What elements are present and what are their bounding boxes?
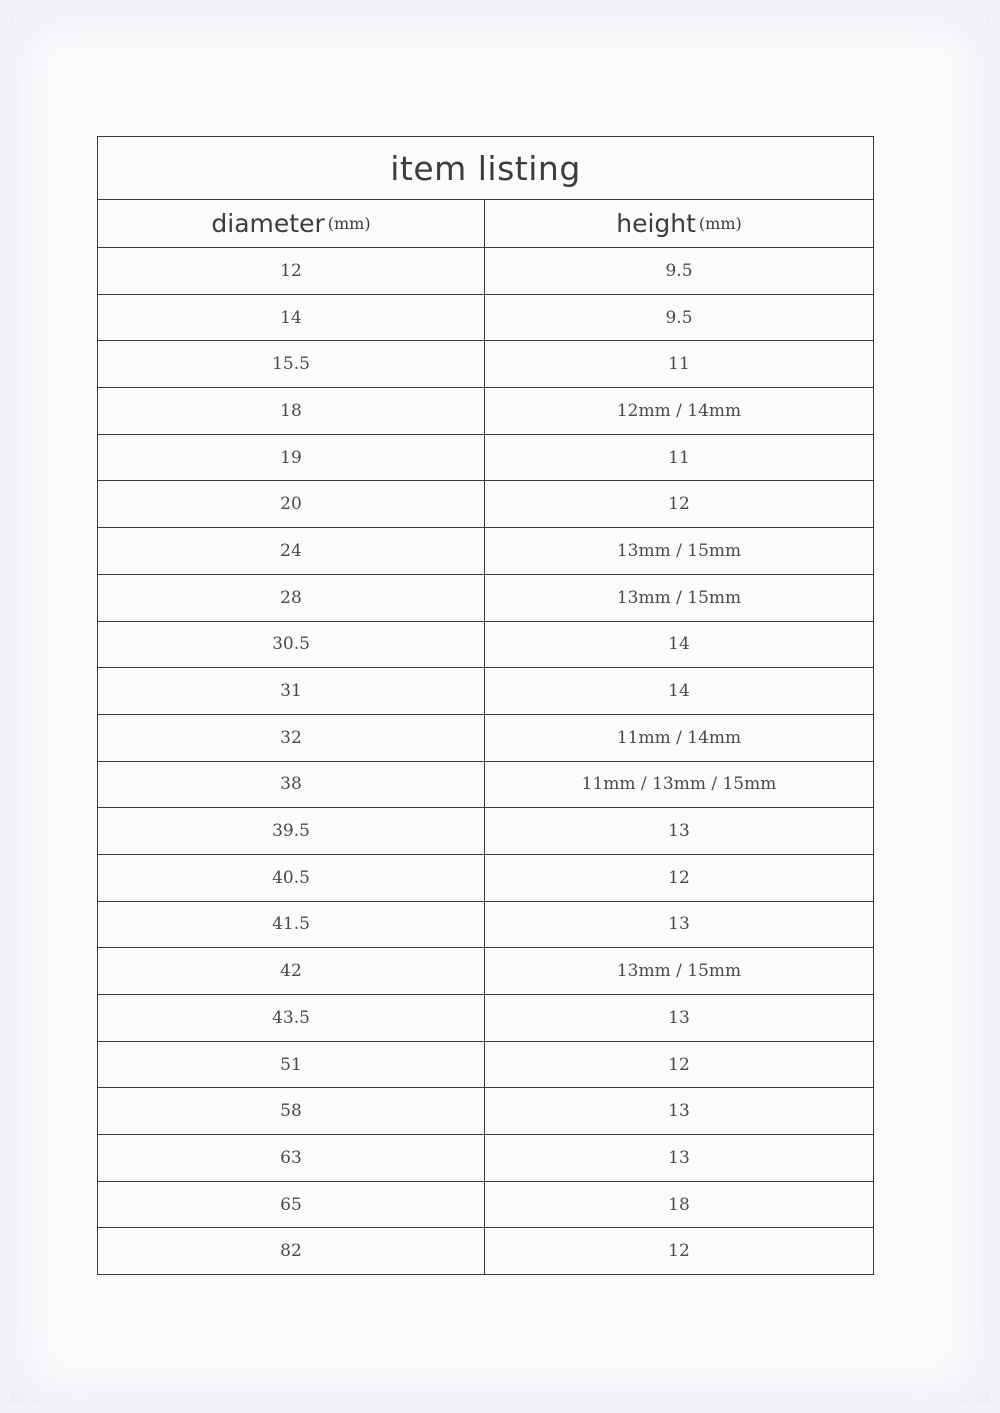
- height-cell: 13: [668, 1007, 690, 1028]
- header-height-label: height: [616, 209, 696, 238]
- table-row: [98, 388, 873, 435]
- table-body: [98, 248, 873, 1274]
- table-row: [98, 528, 873, 575]
- table-row: [98, 715, 873, 762]
- header-diameter: [98, 200, 485, 247]
- height-cell: 11mm / 13mm / 15mm: [581, 774, 777, 795]
- diameter-cell: 32: [98, 715, 485, 761]
- header-height: [485, 200, 873, 247]
- table-row: [98, 1088, 873, 1135]
- scanned-page: [10, 10, 990, 1403]
- table-row: [98, 248, 873, 295]
- header-diameter-unit: (mm): [327, 214, 371, 233]
- diameter-cell: 65: [98, 1182, 485, 1228]
- height-cell: 14: [668, 681, 690, 702]
- header-diameter-label: diameter: [211, 209, 325, 238]
- height-cell: 12mm / 14mm: [616, 400, 742, 421]
- height-cell: 11: [668, 354, 690, 375]
- diameter-cell: 20: [98, 481, 485, 527]
- diameter-cell: 63: [98, 1135, 485, 1181]
- table-row: [98, 481, 873, 528]
- diameter-cell: 30.5: [98, 622, 485, 668]
- table-row: [98, 808, 873, 855]
- diameter-cell: 43.5: [98, 995, 485, 1041]
- table-row: [98, 948, 873, 995]
- diameter-cell: 14: [98, 295, 485, 341]
- height-cell: 13mm / 15mm: [616, 540, 742, 561]
- table-title: item listing: [98, 137, 873, 200]
- height-cell: 9.5: [665, 260, 693, 281]
- height-cell: 13: [668, 821, 690, 842]
- table-row: [98, 1228, 873, 1274]
- height-cell: 12: [668, 1054, 690, 1075]
- item-listing-table: [97, 136, 874, 1275]
- height-cell: 18: [668, 1194, 690, 1215]
- diameter-cell: 58: [98, 1088, 485, 1134]
- header-height-unit: (mm): [698, 214, 742, 233]
- diameter-cell: 51: [98, 1042, 485, 1088]
- height-cell: 13: [668, 1147, 690, 1168]
- diameter-cell: 15.5: [98, 341, 485, 387]
- diameter-cell: 24: [98, 528, 485, 574]
- table-row: [98, 902, 873, 949]
- height-cell: 11: [668, 447, 690, 468]
- table-row: [98, 762, 873, 809]
- table-row: [98, 295, 873, 342]
- diameter-cell: 40.5: [98, 855, 485, 901]
- diameter-cell: 41.5: [98, 902, 485, 948]
- diameter-cell: 12: [98, 248, 485, 294]
- table-row: [98, 575, 873, 622]
- table-row: [98, 435, 873, 482]
- height-cell: 12: [668, 867, 690, 888]
- table-row: [98, 1182, 873, 1229]
- diameter-cell: 28: [98, 575, 485, 621]
- diameter-cell: 19: [98, 435, 485, 481]
- diameter-cell: 31: [98, 668, 485, 714]
- table-header-row: [98, 200, 873, 248]
- height-cell: 14: [668, 634, 690, 655]
- table-row: [98, 1042, 873, 1089]
- diameter-cell: 82: [98, 1228, 485, 1274]
- diameter-cell: 39.5: [98, 808, 485, 854]
- height-cell: 9.5: [665, 307, 693, 328]
- height-cell: 13mm / 15mm: [616, 961, 742, 982]
- diameter-cell: 42: [98, 948, 485, 994]
- table-row: [98, 668, 873, 715]
- diameter-cell: 18: [98, 388, 485, 434]
- table-row: [98, 341, 873, 388]
- height-cell: 12: [668, 494, 690, 515]
- height-cell: 13mm / 15mm: [616, 587, 742, 608]
- table-row: [98, 855, 873, 902]
- height-cell: 13: [668, 1101, 690, 1122]
- table-row: [98, 1135, 873, 1182]
- height-cell: 11mm / 14mm: [616, 727, 742, 748]
- table-row: [98, 995, 873, 1042]
- diameter-cell: 38: [98, 762, 485, 808]
- table-row: [98, 622, 873, 669]
- height-cell: 12: [668, 1241, 690, 1262]
- height-cell: 13: [668, 914, 690, 935]
